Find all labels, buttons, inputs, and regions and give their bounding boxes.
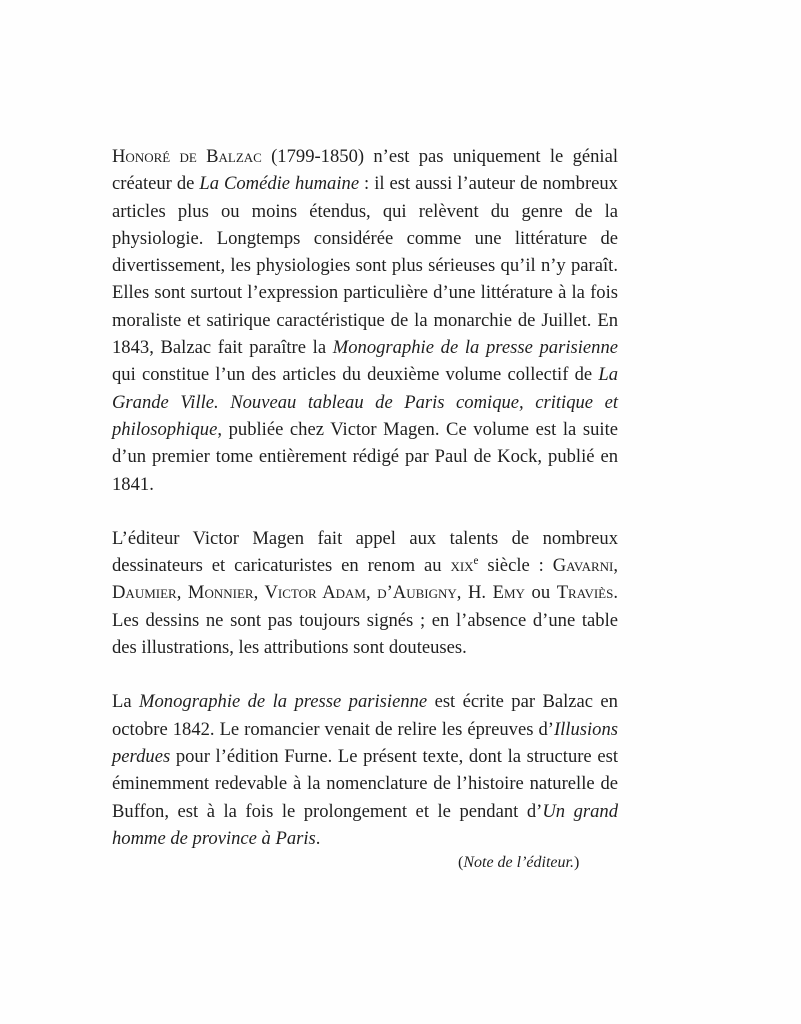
- title-monographie: Monographie de la presse parisienne: [139, 691, 428, 713]
- text-run: L’éditeur Victor Magen fait appel aux talents de nombreux dessinateurs et caricaturistes en renom au: [112, 527, 618, 577]
- title-comedie-humaine: La Comédie humaine: [199, 173, 360, 195]
- note-text: Note de l’éditeur.: [463, 854, 574, 871]
- author-name: Honoré de Balzac: [112, 146, 262, 167]
- text-run: est écrite par Balzac en octobre 1842. Le romancier venait de relire les épreuves d’: [112, 691, 618, 740]
- text-run: (1799-1850) n’est pas uniquement le génial créateur de: [112, 146, 619, 195]
- illustrator-names: Gavarni, Daumier, Monnier, Victor Adam, d’Aubigny, H. Emy: [112, 555, 619, 604]
- note-close-paren: ): [573, 854, 580, 871]
- text-run: La: [112, 691, 140, 713]
- title-grande-ville: La Grande Ville. Nouveau tableau de Paris comique, critique et philosophique: [112, 364, 618, 440]
- text-run: ou: [524, 582, 557, 604]
- illustrator-last-name: Traviès: [556, 582, 614, 604]
- text-run: . Les dessins ne sont pas toujours signés ; en l’absence d’une table des illustrations, les attributions sont douteuses.: [112, 582, 618, 659]
- paragraph-intro: [112, 143, 618, 498]
- title-illusions-perdues: Illusions perdues: [112, 718, 618, 767]
- century-numeral: xix: [450, 555, 474, 577]
- title-grand-homme: Un grand homme de province à Paris: [112, 800, 618, 849]
- text-run: qui constitue l’un des articles du deuxième volume collectif de: [112, 364, 599, 386]
- century-superscript: e: [473, 554, 479, 567]
- text-run: : il est aussi l’auteur de nombreux articles plus ou moins étendus, qui relèvent du genre de la physiologie. Longtemps considérée comme une littérature de divertissement, les physiologies sont plus sérieuses qu’il n’y paraît. Elles sont surtout l’expression particulière d’une littérature à la fois moraliste et satirique caractéristique de la monarchie de Juillet. En 1843, Balzac fait paraître la: [112, 173, 618, 359]
- text-run: siècle :: [478, 555, 553, 577]
- paragraph-illustrators: [112, 525, 618, 661]
- text-run: pour l’édition Furne. Le présent texte, dont la structure est éminemment redevable à la nomenclature de l’histoire naturelle de Buffon, est à la fois le prolongement et le pendant d’: [112, 745, 618, 822]
- text-run: .: [315, 827, 321, 849]
- note-open-paren: (: [458, 854, 464, 871]
- editor-note-body: [112, 143, 618, 879]
- text-run: , publiée chez Victor Magen. Ce volume est la suite d’un premier tome entièrement rédigé par Paul de Kock, publié en 1841.: [112, 418, 618, 495]
- title-monographie: Monographie de la presse parisienne: [332, 337, 618, 359]
- editor-note-attribution: [458, 852, 579, 874]
- paragraph-origin: [112, 688, 618, 852]
